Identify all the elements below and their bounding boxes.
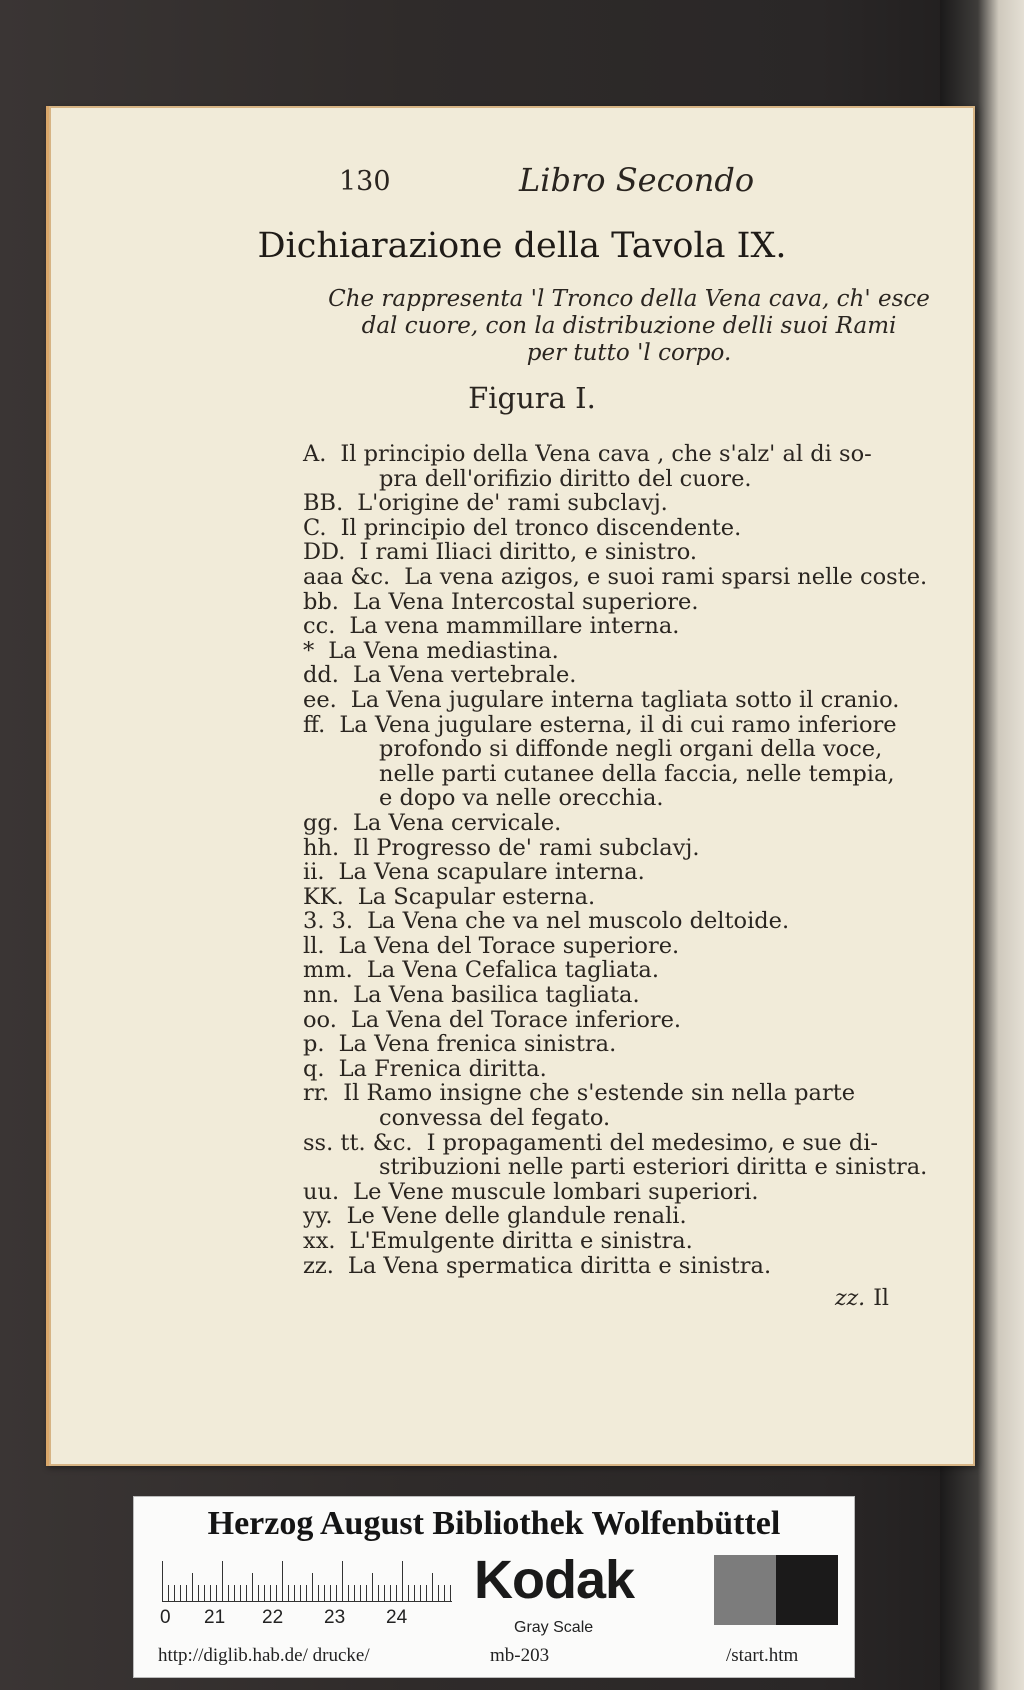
legend-text-continued: pra dell'orifizio diritto del cuore. [379, 465, 752, 492]
ruler-tick [390, 1585, 391, 1601]
legend-entry [303, 1204, 973, 1229]
legend-label: ll. [303, 932, 325, 959]
legend-label: DD. [303, 539, 346, 566]
shelfmark: mb-203 [490, 1645, 550, 1666]
ruler-label: 22 [262, 1607, 284, 1628]
library-name: Herzog August Bibliothek Wolfenbüttel [207, 1505, 781, 1542]
legend-entry [303, 885, 973, 910]
ruler-tick [348, 1585, 349, 1601]
legend-text: La Vena Intercostal superiore. [352, 588, 699, 615]
legend-label: gg. [303, 809, 339, 836]
ruler-tick [270, 1585, 271, 1601]
ruler-tick [288, 1585, 289, 1601]
gray-swatch [714, 1555, 776, 1625]
legend-entry [303, 614, 973, 639]
legend-label: mm. [303, 957, 353, 984]
legend-entry [303, 688, 973, 713]
legend-entry [303, 590, 973, 615]
legend-text: La Vena del Torace superiore. [338, 932, 680, 959]
book-page [46, 106, 975, 1466]
legend-text: I rami Iliaci diritto, e sinistro. [359, 539, 698, 566]
legend-text: L'origine de' rami subclavj. [357, 490, 668, 517]
legend-entry [303, 639, 973, 664]
ruler-tick [432, 1573, 433, 1601]
legend-label: xx. [303, 1228, 336, 1254]
legend-text: Il principio della Vena cava , che s'alz' al di so- [340, 441, 872, 467]
legend-label: yy. [303, 1203, 333, 1230]
legend-text: La Vena basilica tagliata. [353, 982, 640, 1009]
ruler-tick [168, 1585, 169, 1601]
ruler-label: 21 [204, 1607, 226, 1628]
ruler-tick [444, 1585, 445, 1601]
subtitle-line: Che rappresenta 'l Tronco della Vena cava, ch' esce [328, 286, 930, 312]
legend-text-continued: e dopo va nelle orecchia. [379, 785, 664, 812]
legend-label: C. [303, 514, 327, 541]
ruler-tick [162, 1561, 163, 1601]
catchword-text: Il [873, 1286, 889, 1311]
catchword [835, 1286, 889, 1311]
legend-text-continued: profondo si diffonde negli organi della voce, [379, 736, 883, 763]
legend-label: nn. [303, 982, 340, 1009]
legend-text-continued: convessa del fegato. [379, 1105, 611, 1132]
ruler-label: 23 [324, 1607, 346, 1628]
ruler-tick [186, 1585, 187, 1601]
ruler-tick [252, 1573, 253, 1601]
subtitle-line: dal cuore, con la distribuzione delli suoi Rami [361, 313, 897, 339]
legend-text: La vena azigos, e suoi rami sparsi nelle coste. [404, 563, 928, 590]
legend-entry [303, 1008, 973, 1033]
legend-label: uu. [303, 1178, 340, 1205]
gray-scale-label: Gray Scale [514, 1619, 594, 1636]
legend-text: La Vena spermatica diritta e sinistra. [347, 1252, 772, 1279]
legend-text: La Vena jugulare interna tagliata sotto il cranio. [350, 686, 900, 713]
ruler-tick [258, 1585, 259, 1601]
ruler-tick [264, 1585, 265, 1601]
legend-label: 3. 3. [303, 908, 354, 935]
start-link-text: /start.htm [726, 1645, 799, 1666]
ruler-tick [234, 1585, 235, 1601]
url-text: http://diglib.hab.de/ drucke/ [158, 1645, 370, 1666]
legend-label: ss. tt. &c. [303, 1129, 413, 1156]
legend-entry [303, 565, 973, 590]
ruler-tick [222, 1561, 223, 1601]
legend-text: La Vena del Torace inferiore. [350, 1006, 682, 1033]
subtitle-line: per tutto 'l corpo. [526, 340, 732, 366]
ruler-tick [282, 1561, 283, 1601]
legend-list [303, 442, 973, 1278]
legend-text: La Vena frenica sinistra. [338, 1031, 617, 1058]
ruler [162, 1557, 452, 1602]
subtitle [289, 286, 969, 367]
ruler-tick [396, 1585, 397, 1601]
ruler-tick [426, 1585, 427, 1601]
legend-entry [303, 1180, 973, 1205]
ruler-tick [360, 1585, 361, 1601]
legend-text: La Vena vertebrale. [352, 662, 577, 689]
legend-entry [303, 1057, 973, 1082]
ruler-label: 0 [160, 1607, 171, 1628]
legend-label: cc. [303, 613, 336, 640]
legend-entry [303, 442, 973, 491]
ruler-tick [330, 1585, 331, 1601]
page-number: 130 [339, 166, 391, 197]
ruler-tick [246, 1585, 247, 1601]
black-swatch [776, 1555, 838, 1625]
ruler-tick [198, 1585, 199, 1601]
legend-label: hh. [303, 834, 340, 861]
legend-text: La Vena jugulare esterna, il di cui ramo inferiore [339, 711, 897, 738]
legend-entry [303, 958, 973, 983]
legend-text: La Vena cervicale. [352, 809, 562, 836]
legend-entry [303, 1254, 973, 1279]
legend-text-continued: stribuzioni nelle parti esteriori diritta e sinistra. [379, 1154, 928, 1181]
legend-text: La Vena mediastina. [328, 637, 559, 664]
ruler-tick [450, 1585, 451, 1601]
legend-entry [303, 1081, 973, 1130]
color-target-card [133, 1496, 855, 1678]
legend-label: KK. [303, 883, 344, 910]
ruler-tick [228, 1585, 229, 1601]
ruler-tick [324, 1585, 325, 1601]
legend-entry [303, 1032, 973, 1057]
legend-text: I propagamenti del medesimo, e sue di- [426, 1129, 879, 1156]
legend-label: ff. [303, 711, 326, 738]
ruler-tick [342, 1561, 343, 1601]
ruler-tick [420, 1585, 421, 1601]
legend-entry [303, 909, 973, 934]
legend-text: Il principio del tronco discendente. [340, 514, 742, 541]
legend-entry [303, 934, 973, 959]
legend-text: La Vena Cefalica tagliata. [366, 957, 659, 984]
ruler-tick [300, 1585, 301, 1601]
legend-entry [303, 983, 973, 1008]
ruler-tick [372, 1573, 373, 1601]
ruler-tick [414, 1585, 415, 1601]
legend-text-continued: nelle parti cutanee della faccia, nelle tempia, [379, 760, 895, 787]
legend-entry [303, 1131, 973, 1180]
legend-label: q. [303, 1055, 325, 1082]
legend-text: La Vena che va nel muscolo deltoide. [367, 908, 790, 935]
ruler-tick [378, 1585, 379, 1601]
ruler-label: 24 [386, 1607, 408, 1628]
legend-label: aaa &c. [303, 563, 391, 590]
ruler-tick [294, 1585, 295, 1601]
legend-entry [303, 516, 973, 541]
ruler-tick [366, 1585, 367, 1601]
ruler-tick [276, 1585, 277, 1601]
ruler-tick [438, 1585, 439, 1601]
legend-text: Le Vene muscule lombari superiori. [353, 1178, 759, 1205]
ruler-tick [402, 1561, 403, 1601]
ruler-tick [306, 1585, 307, 1601]
ruler-tick [192, 1573, 193, 1601]
legend-label: rr. [303, 1080, 330, 1107]
legend-entry [303, 540, 973, 565]
legend-entry [303, 836, 973, 861]
legend-entry [303, 663, 973, 688]
legend-text: La Frenica diritta. [338, 1055, 547, 1082]
ruler-tick [354, 1585, 355, 1601]
kodak-logo: Kodak [474, 1550, 635, 1610]
legend-text: La vena mammillare interna. [349, 613, 680, 640]
legend-entry [303, 1229, 973, 1254]
legend-text: Il Progresso de' rami subclavj. [353, 834, 700, 861]
legend-label: p. [303, 1031, 325, 1058]
ruler-tick [408, 1585, 409, 1601]
legend-entry [303, 811, 973, 836]
legend-label: ii. [303, 859, 325, 886]
ruler-tick [240, 1585, 241, 1601]
legend-label: A. [303, 441, 327, 467]
legend-text: La Scapular esterna. [357, 883, 596, 910]
legend-label: zz. [303, 1252, 334, 1279]
ruler-tick [318, 1585, 319, 1601]
ruler-tick [312, 1573, 313, 1601]
legend-label: dd. [303, 662, 339, 689]
legend-entry [303, 491, 973, 516]
ruler-tick [384, 1585, 385, 1601]
catchword-mark: zz. [835, 1286, 866, 1311]
figure-heading: Figura I. [468, 381, 596, 415]
legend-label: * [303, 637, 315, 664]
legend-text: La Vena scapulare interna. [338, 859, 645, 886]
ruler-tick [180, 1585, 181, 1601]
page-title: Dichiarazione della Tavola IX. [257, 226, 787, 266]
legend-text: Il Ramo insigne che s'estende sin nella parte [343, 1080, 856, 1107]
ruler-tick [204, 1585, 205, 1601]
ruler-tick [336, 1585, 337, 1601]
ruler-tick [216, 1585, 217, 1601]
legend-text: L'Emulgente diritta e sinistra. [349, 1228, 693, 1254]
running-head: Libro Secondo [519, 161, 755, 199]
ruler-tick [174, 1585, 175, 1601]
legend-entry [303, 713, 973, 811]
legend-label: oo. [303, 1006, 337, 1033]
ruler-tick [210, 1585, 211, 1601]
legend-text: Le Vene delle glandule renali. [346, 1203, 687, 1230]
legend-label: BB. [303, 490, 344, 517]
legend-label: ee. [303, 686, 337, 713]
legend-entry [303, 860, 973, 885]
legend-label: bb. [303, 588, 339, 615]
